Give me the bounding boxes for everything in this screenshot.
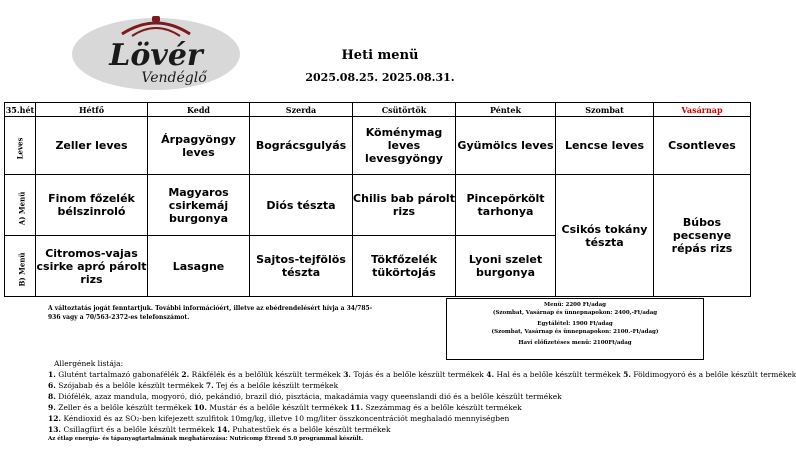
row-label-menu-b-text: B) Menü: [17, 251, 27, 287]
logo-sub-text: Vendéglő: [141, 70, 207, 86]
price-menu-weekend: (Szombat, Vasárnap és ünnepnapokon: 2400,-Ft/adag: [492, 309, 658, 316]
day-header-tuesday: Kedd: [148, 103, 250, 117]
soup-saturday: Lencse leves: [556, 117, 654, 175]
price-single-weekend: (Szombat, Vasárnap és ünnepnapokon: 2100.-Ft/adag): [491, 328, 659, 335]
row-label-menu-a-text: A) Menü: [17, 191, 27, 225]
weekly-menu-table: [4, 102, 751, 297]
weekend-dish-sunday: Búbos pecsenye répás rizs: [654, 175, 751, 297]
allergen-item: Kéndioxid és az SO₂-ben kifejezett szulfitok 10mg/kg, illetve 10 mg/liter összkoncentrációt meghaladó mennyiségben: [63, 414, 510, 423]
menu-b-friday: Lyoni szelet burgonya: [456, 236, 556, 297]
allergen-line: 9. Zeller és a belőle készült termékek 10. Mustár és a belőle készült termékek 11. Szezámmag és a belőle készült termékek: [48, 403, 522, 412]
allergen-item: Puhatestűek és a belőle készült termékek: [232, 425, 391, 434]
menu-a-friday: Pincepörkölt tarhonya: [456, 175, 556, 236]
soup-wednesday: Bográcsgulyás: [250, 117, 353, 175]
price-single: Egytálétel: 1900 Ft/adag: [537, 321, 613, 327]
menu-a-monday: Finom főzelék bélszinroló: [36, 175, 148, 236]
soup-friday: Gyümölcs leves: [456, 117, 556, 175]
day-header-wednesday: Szerda: [250, 103, 353, 117]
soup-thursday: Köménymag leves levesgyöngy: [353, 117, 456, 175]
menu-a-tuesday: Magyaros csirkemáj burgonya: [148, 175, 250, 236]
menu-b-thursday: Tökfőzelék tükörtojás: [353, 236, 456, 297]
allergen-line: 6. Szójabab és a belőle készült termékek 7. Tej és a belőle készült termékek: [48, 381, 339, 390]
menu-a-row: [5, 175, 751, 236]
soup-tuesday: Árpagyöngy leves: [148, 117, 250, 175]
row-label-menu-a: [5, 175, 36, 236]
day-header-sunday: Vasárnap: [654, 103, 751, 117]
allergen-line: 12. Kéndioxid és az SO₂-ben kifejezett szulfitok 10mg/kg, illetve 10 mg/liter összkoncentrációt meghaladó mennyiségben: [48, 414, 510, 423]
allergen-item: Hal és a belőle készült termékek: [496, 370, 621, 379]
allergen-line: 1. Glutént tartalmazó gabonafélék 2. Rákfélék és a belőlük készült termékek 3. Tojás és a belőle készült termékek 4. Hal és a belőle készült termékek 5. Földimogyoró és a belőle készült termékek: [48, 370, 796, 379]
day-header-saturday: Szombat: [556, 103, 654, 117]
price-box: [446, 298, 704, 360]
allergen-item: Földimogyoró és a belőle készült termékek: [633, 370, 796, 379]
allergen-item: Szezámmag és a belőle készült termékek: [365, 403, 522, 412]
day-header-monday: Hétfő: [36, 103, 148, 117]
allergen-item: Glutént tartalmazó gabonafélék: [58, 370, 180, 379]
allergen-item: Diófélék, azaz mandula, mogyoró, dió, pekándió, brazil dió, pisztácia, makadámia vagy queenslandi dió és a belőle készült termékek: [58, 392, 562, 401]
allergen-title: Allergének listája:: [54, 359, 124, 368]
menu-b-wednesday: Sajtos-tejfölös tészta: [250, 236, 353, 297]
soup-monday: Zeller leves: [36, 117, 148, 175]
day-header-thursday: Csütörtök: [353, 103, 456, 117]
price-menu: Menü: 2200 Ft/adag: [543, 302, 607, 308]
row-label-menu-b: [5, 236, 36, 297]
restaurant-logo: [70, 10, 242, 92]
page-title: Heti menü: [341, 48, 419, 63]
allergen-item: Tej és a belőle készült termékek: [216, 381, 339, 390]
weekend-dish-saturday: Csikós tokány tészta: [556, 175, 654, 297]
day-header-row: [5, 103, 751, 117]
allergen-item: Rákfélék és a belőlük készült termékek: [191, 370, 341, 379]
logo-graphic: [70, 10, 242, 92]
allergen-item: Tojás és a belőle készült termékek: [353, 370, 484, 379]
logo-main-text: Lövér: [109, 38, 203, 73]
row-label-soup-text: Leves: [15, 137, 25, 160]
contact-note: A változtatás jogát fenntartjuk. További információért, illetve az ebédrendelésért hívja a 34/785-936 vagy a 70/563-2372-es telefonszámot.: [48, 305, 373, 321]
price-monthly: Havi előfizetéses menü: 2100Ft/adag: [518, 340, 632, 346]
menu-a-wednesday: Diós tészta: [250, 175, 353, 236]
menu-b-monday: Citromos-vajas csirke apró párolt rizs: [36, 236, 148, 297]
date-range: 2025.08.25. 2025.08.31.: [305, 71, 455, 84]
allergen-item: Mustár és a belőle készült termékek: [209, 403, 348, 412]
allergen-item: Szójabab és a belőle készült termékek: [58, 381, 204, 390]
menu-b-tuesday: Lasagne: [148, 236, 250, 297]
soup-row: [5, 117, 751, 175]
nutrition-footer: Az étlap energia- és tápanyagtartalmának meghatározása: Nutricomp Étrend 5.0 programmal készült.: [48, 436, 364, 442]
menu-heading: [290, 48, 470, 84]
allergen-line: 13. Csillagfürt és a belőle készült termékek 14. Puhatestűek és a belőle készült termékek: [48, 425, 391, 434]
allergen-item: Csillagfürt és a belőle készült termékek: [63, 425, 215, 434]
allergen-list: [48, 358, 796, 443]
day-header-friday: Péntek: [456, 103, 556, 117]
menu-a-thursday: Chilis bab párolt rizs: [353, 175, 456, 236]
soup-sunday: Csontleves: [654, 117, 751, 175]
row-label-soup: [5, 117, 36, 175]
week-number: 35.hét: [5, 104, 35, 115]
allergen-item: Zeller és a belőle készült termékek: [58, 403, 192, 412]
allergen-line: 8. Diófélék, azaz mandula, mogyoró, dió, pekándió, brazil dió, pisztácia, makadámia vagy queenslandi dió és a belőle készült termékek: [48, 392, 562, 401]
